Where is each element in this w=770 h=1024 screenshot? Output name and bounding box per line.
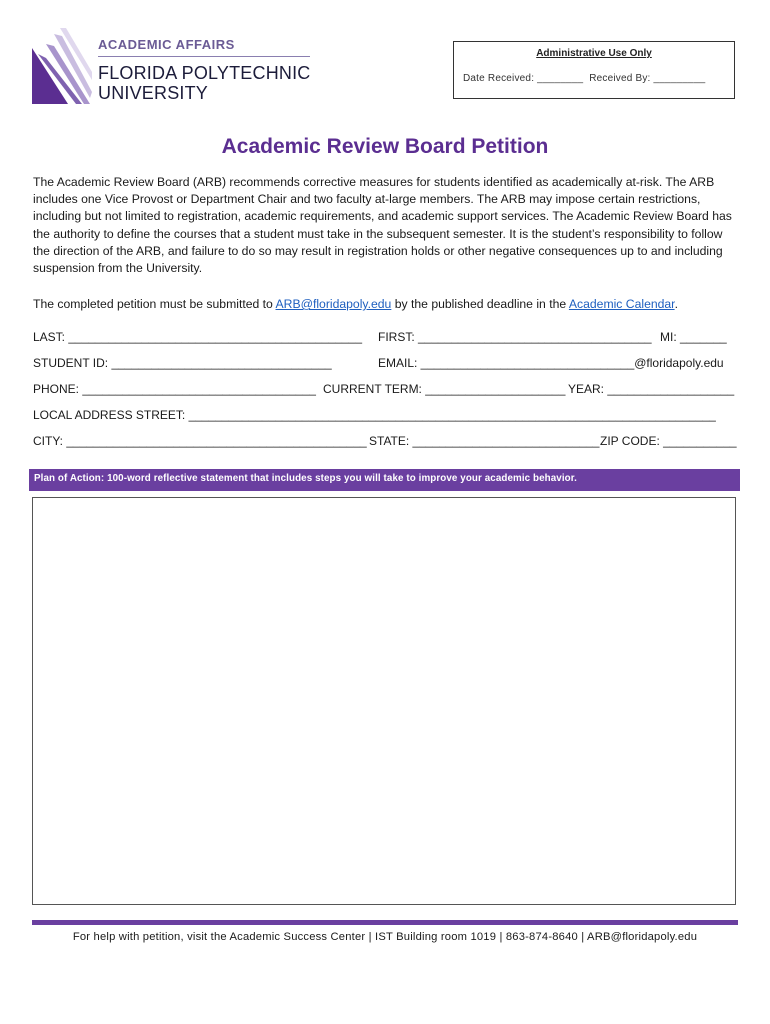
submission-instructions: [33, 296, 739, 312]
zip-code-field[interactable]: ZIP CODE: ___________: [600, 434, 737, 448]
first-name-field[interactable]: FIRST: ___________________________________: [378, 330, 652, 344]
academic-calendar-link[interactable]: Academic Calendar: [568, 297, 675, 311]
plan-of-action-label: Plan of Action: 100-word reflective statement that includes steps you will take to improve your academic behavior.: [34, 473, 577, 484]
admin-box-title: Administrative Use Only: [536, 48, 652, 59]
submit-text-before: The completed petition must be submitted to: [33, 297, 276, 311]
footer-divider: [32, 920, 738, 925]
phone-field[interactable]: PHONE: ___________________________________: [33, 382, 316, 396]
page-title: Academic Review Board Petition: [221, 135, 549, 158]
admin-date-received-line: Date Received: ________ Received By: _________: [463, 73, 706, 84]
department-name: ACADEMIC AFFAIRS: [98, 37, 235, 52]
footer-help-text: For help with petition, visit the Academic Success Center | IST Building room 1019 | 863-874-8640 | ARB@floridapoly.edu: [72, 931, 698, 943]
year-field[interactable]: YEAR: ___________________: [568, 382, 735, 396]
arb-email-link[interactable]: ARB@floridapoly.edu: [275, 297, 392, 311]
email-field[interactable]: EMAIL: ________________________________@floridapoly.edu: [378, 356, 724, 370]
university-name: [98, 63, 311, 103]
middle-initial-field[interactable]: MI: _______: [660, 330, 727, 344]
university-name-line2: UNIVERSITY: [98, 83, 209, 103]
administrative-use-box: [453, 41, 735, 99]
plan-of-action-header: [29, 469, 740, 491]
local-address-field[interactable]: LOCAL ADDRESS STREET: _______________________________________________________________________________: [33, 408, 716, 422]
state-field[interactable]: STATE: ____________________________: [369, 434, 600, 448]
intro-paragraph: The Academic Review Board (ARB) recommends corrective measures for students identified as academically at-risk. The ARB includes one Vice Provost or Department Chair and two faculty at-large members. The ARB may impose certain restrictions, including but not limited to registration, academic requirements, and academic support services. The Academic Review Board has the authority to define the courses that a student must take in the subsequent semester. It is the student’s responsibility to follow the direction of the ARB, and failure to do so may result in registration holds or other negative consequences up to and including suspension from the University.: [33, 175, 732, 276]
submit-text-after: .: [674, 297, 678, 311]
current-term-field[interactable]: CURRENT TERM: _____________________: [323, 382, 566, 396]
city-field[interactable]: CITY: _____________________________________________: [33, 434, 367, 448]
university-name-line1: FLORIDA POLYTECHNIC: [98, 63, 311, 83]
last-name-field[interactable]: LAST: ____________________________________________: [33, 330, 362, 344]
submit-text-middle: by the published deadline in the: [391, 297, 569, 311]
polytechnic-logo-icon: [32, 28, 92, 104]
student-id-field[interactable]: STUDENT ID: _________________________________: [33, 356, 332, 370]
university-logo: [32, 28, 322, 104]
logo-divider: [98, 56, 310, 57]
plan-of-action-textbox[interactable]: [32, 497, 736, 905]
